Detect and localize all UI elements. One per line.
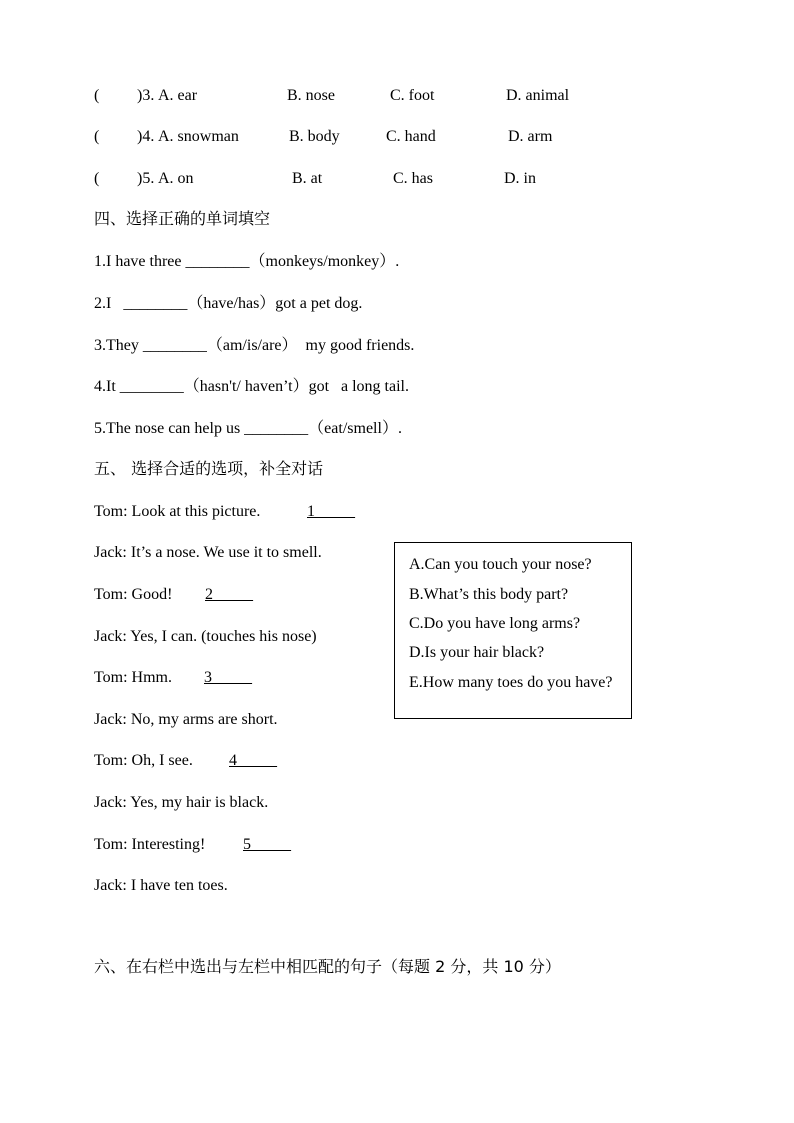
option-item: B.What’s this body part? — [409, 586, 569, 603]
fill-blank-item[interactable]: 4.It ________（hasn't/ haven’t）got a long tail. — [94, 378, 409, 395]
section6-title: 六、在右栏中选出与左栏中相匹配的句子（每题 2 分，共 10 分） — [94, 957, 561, 976]
option-c: C. hand — [386, 128, 436, 145]
fill-blank-item[interactable]: 2.I ________（have/has）got a pet dog. — [94, 295, 363, 312]
fill-blank-item[interactable]: 5.The nose can help us ________（eat/smell）. — [94, 420, 402, 437]
question-number: )5. — [137, 170, 155, 187]
fill-blank-item[interactable]: 3.They ________（am/is/are） my good friends. — [94, 337, 415, 354]
dialogue-line: Jack: It’s a nose. We use it to smell. — [94, 544, 322, 561]
answer-paren[interactable]: ( — [94, 87, 100, 104]
section4-title: 四、选择正确的单词填空 — [94, 209, 271, 228]
question-number: )4. — [137, 128, 155, 145]
dialogue-line: Jack: No, my arms are short. — [94, 711, 278, 728]
dialogue-line: Tom: Hmm. — [94, 669, 172, 686]
option-d: D. in — [504, 170, 536, 187]
answer-paren[interactable]: ( — [94, 128, 100, 145]
dialogue-blank[interactable]: 1_____ — [307, 503, 355, 520]
option-a: A. ear — [158, 87, 198, 104]
dialogue-line: Jack: I have ten toes. — [94, 877, 228, 894]
option-b: B. nose — [287, 87, 335, 104]
dialogue-line: Tom: Oh, I see. — [94, 752, 193, 769]
option-c: C. foot — [390, 87, 435, 104]
dialogue-line: Tom: Interesting! — [94, 836, 206, 853]
option-item: C.Do you have long arms? — [409, 615, 581, 632]
options-box — [394, 542, 632, 719]
dialogue-line: Tom: Good! — [94, 586, 173, 603]
option-c: C. has — [393, 170, 433, 187]
question-number: )3. — [137, 87, 155, 104]
dialogue-line: Tom: Look at this picture. — [94, 503, 261, 520]
answer-paren[interactable]: ( — [94, 170, 100, 187]
section5-title: 五、 选择合适的选项，补全对话 — [94, 459, 324, 478]
option-b: B. at — [292, 170, 323, 187]
dialogue-blank[interactable]: 4_____ — [229, 752, 277, 769]
dialogue-line: Jack: Yes, my hair is black. — [94, 794, 269, 811]
fill-blank-item[interactable]: 1.I have three ________（monkeys/monkey）. — [94, 253, 400, 270]
option-item: D.Is your hair black? — [409, 644, 545, 661]
option-a: A. on — [158, 170, 194, 187]
option-item: E.How many toes do you have? — [409, 674, 613, 691]
dialogue-line: Jack: Yes, I can. (touches his nose) — [94, 628, 317, 645]
dialogue-blank[interactable]: 3_____ — [204, 669, 252, 686]
dialogue-blank[interactable]: 5_____ — [243, 836, 291, 853]
option-b: B. body — [289, 128, 340, 145]
option-item: A.Can you touch your nose? — [409, 556, 592, 573]
dialogue-blank[interactable]: 2_____ — [205, 586, 253, 603]
option-d: D. arm — [508, 128, 553, 145]
option-a: A. snowman — [158, 128, 239, 145]
option-d: D. animal — [506, 87, 570, 104]
